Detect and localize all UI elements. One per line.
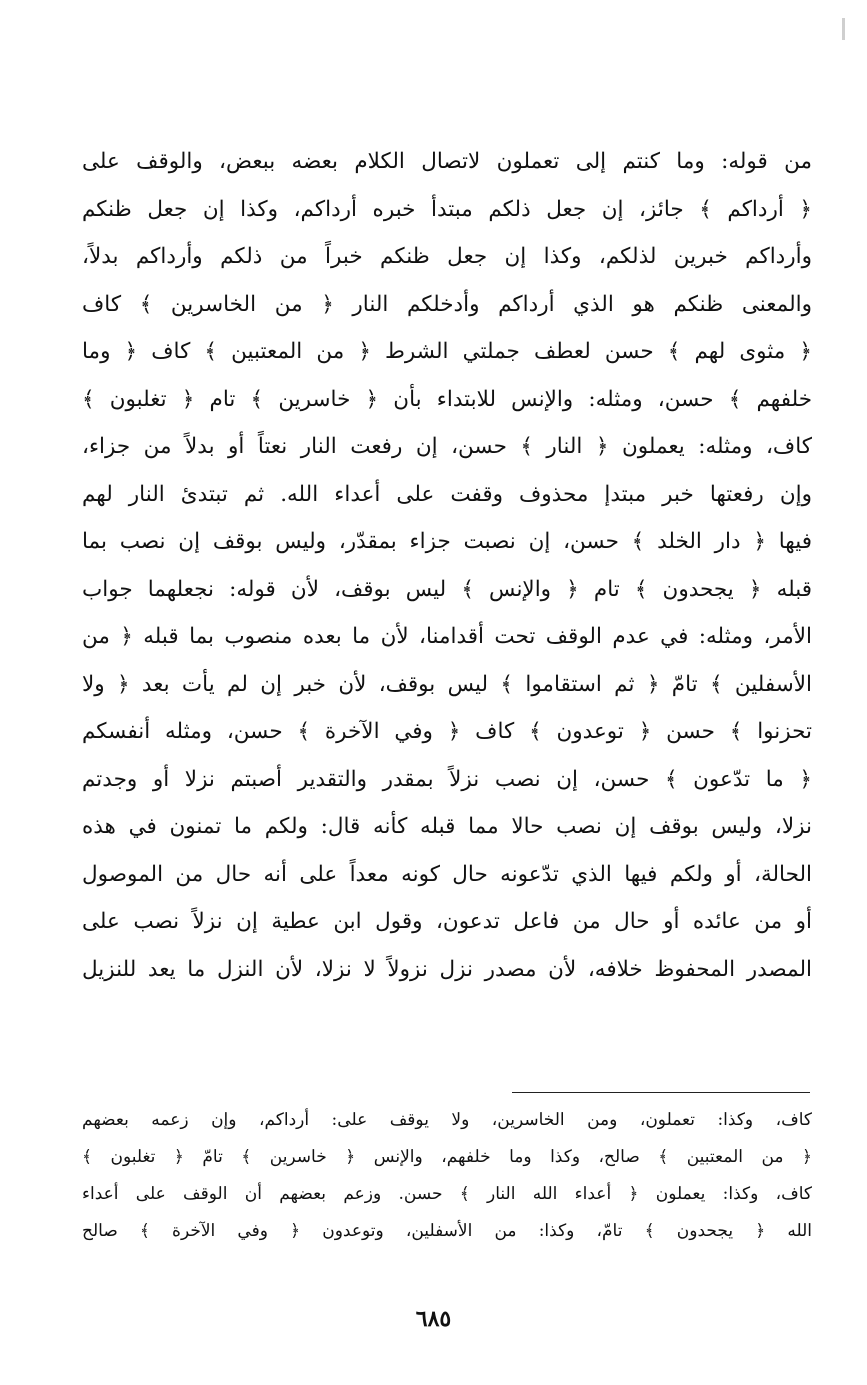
- main-text-line: الحالة، أو ولكم فيها الذي تدّعونه حال كونه معداً على أنه حال من الموصول: [82, 861, 812, 887]
- main-text-line: أو من عائده أو حال من فاعل تدعون، وقول ابن عطية إن نزلاً نصب على: [82, 909, 812, 934]
- footnote-separator-rule: [512, 1092, 810, 1093]
- footnote-line: الله ﴿ يجحدون ﴾ تامّ، وكذا: من الأسفلين، وتوعدون ﴿ وفي الآخرة ﴾ صالح: [82, 1221, 812, 1241]
- main-text-line: ﴿ مثوى لهم ﴾ حسن لعطف جملتي الشرط ﴿ من المعتبين ﴾ كاف ﴿ وما: [82, 339, 812, 364]
- footnote-line: كاف، وكذا: تعملون، ومن الخاسرين، ولا يوقف على: أرداكم، وإن زعمه بعضهم: [82, 1110, 812, 1130]
- main-text-line: الأمر، ومثله: في عدم الوقف تحت أقدامنا، لأن ما بعده منصوب بما قبله ﴿ من: [82, 624, 812, 649]
- main-text-line: ﴿ أرداكم ﴾ جائز، إن جعل ذلكم مبتدأ خبره أرداكم، وكذا إن جعل ظنكم: [82, 196, 812, 222]
- main-text-line: الأسفلين ﴾ تامّ ﴿ ثم استقاموا ﴾ ليس بوقف، لأن خبر إن لم يأت بعد ﴿ ولا: [82, 671, 812, 697]
- main-text-line: من قوله: وما كنتم إلى تعملون لاتصال الكلام بعضه ببعض، والوقف على: [82, 149, 812, 174]
- footnote-line: كاف، وكذا: يعملون ﴿ أعداء الله النار ﴾ حسن. وزعم بعضهم أن الوقف على أعداء: [82, 1184, 812, 1204]
- main-text-line: فيها ﴿ دار الخلد ﴾ حسن، إن نصبت جزاء بمقدّر، وليس بوقف إن نصب بما: [82, 529, 812, 554]
- main-text-block: [82, 138, 812, 993]
- footnote-line: ﴿ من المعتبين ﴾ صالح، وكذا وما خلفهم، والإنس ﴿ خاسرين ﴾ تامّ ﴿ تغلبون ﴾: [82, 1147, 812, 1167]
- main-text-line: والمعنى ظنكم هو الذي أرداكم وأدخلكم النار ﴿ من الخاسرين ﴾ كاف: [82, 291, 812, 317]
- footnote-block: [82, 1102, 812, 1250]
- main-text-line: ﴿ ما تدّعون ﴾ حسن، إن نصب نزلاً بمقدر والتقدير أصبتم نزلا أو وجدتم: [82, 766, 812, 792]
- main-text-line: خلفهم ﴾ حسن، ومثله: والإنس للابتداء بأن ﴿ خاسرين ﴾ تام ﴿ تغلبون ﴾: [82, 386, 812, 412]
- scan-edge-mark: [842, 18, 845, 40]
- main-text-line: نزلا، وليس بوقف إن نصب حالا مما قبله كأنه قال: ولكم ما تمنون في هذه: [82, 814, 812, 839]
- page-number: ٦٨٥: [415, 1306, 452, 1332]
- main-text-line: المصدر المحفوظ خلافه، لأن مصدر نزل نزولاً لا نزلا، لأن النزل ما يعد للنزيل: [82, 956, 812, 982]
- main-text-line: قبله ﴿ يجحدون ﴾ تام ﴿ والإنس ﴾ ليس بوقف، لأن قوله: نجعلهما جواب: [82, 576, 812, 602]
- main-text-line: وإن رفعتها خبر مبتدإ محذوف وقفت على أعداء الله. ثم تبتدئ النار لهم: [82, 481, 812, 507]
- main-text-line: كاف، ومثله: يعملون ﴿ النار ﴾ حسن، إن رفعت النار نعتاً أو بدلاً من جزاء،: [82, 434, 812, 459]
- main-text-line: وأرداكم خبرين لذلكم، وكذا إن جعل ظنكم خبراً من ذلكم وأرداكم بدلاً،: [82, 244, 812, 269]
- main-text-line: تحزنوا ﴾ حسن ﴿ توعدون ﴾ كاف ﴿ وفي الآخرة ﴾ حسن، ومثله أنفسكم: [82, 719, 812, 744]
